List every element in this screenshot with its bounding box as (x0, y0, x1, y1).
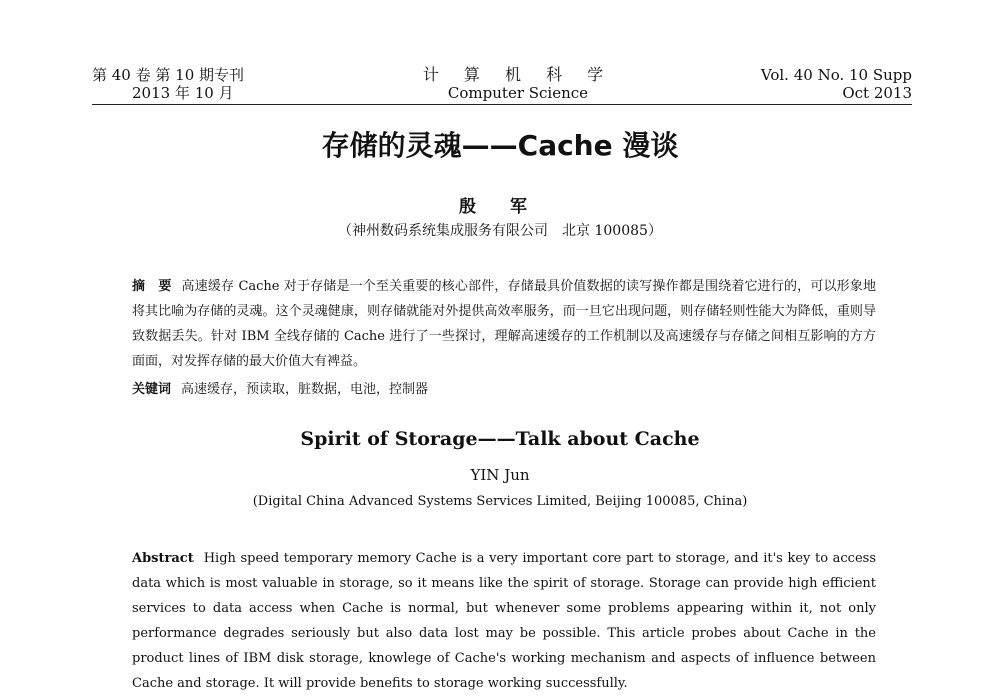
abstract-en-text: High speed temporary memory Cache is a very important core part to storage, and it's key to access data which is most valuable in storage, so it means like the spirit of storage. Storage can provide high efficient services to data access when Cache is normal, but whenever some problems appearing within it, not only performance degrades seriously but also data lost may be possible. This article probes about Cache in the product lines of IBM disk storage, knowlege of Cache's working mechanism and aspects of influence between Cache and storage. It will provide benefits to storage working successfully. (132, 551, 876, 691)
header-journal (400, 66, 636, 102)
header-volume-issue: 第 40 卷 第 10 期专刊 (92, 66, 245, 84)
header-vol-no: Vol. 40 No. 10 Supp (760, 66, 912, 84)
author-name-cn: 殷 军 (459, 197, 541, 217)
abstract-en (132, 546, 876, 696)
keywords-cn (132, 380, 876, 400)
header-date-en: Oct 2013 (842, 84, 912, 102)
abstract-cn (132, 274, 876, 374)
keywords-cn-label: 关键词 (132, 382, 172, 397)
abstract-en-label: Abstract (132, 551, 194, 566)
header-date-cn: 2013 年 10 月 (132, 84, 234, 102)
paper-title-cn: 存储的灵魂——Cache 漫谈 (321, 129, 679, 162)
affiliation-cn: （神州数码系统集成服务有限公司 北京 100085） (338, 223, 662, 239)
author-name-en: YIN Jun (470, 466, 530, 484)
keywords-cn-text: 高速缓存，预读取，脏数据，电池，控制器 (181, 382, 429, 397)
header-rule (92, 104, 912, 105)
journal-name-en: Computer Science (447, 84, 589, 102)
header-volume-en (752, 66, 912, 102)
abstract-cn-text: 高速缓存 Cache 对于存储是一个至关重要的核心部件，存储最具价值数据的读写操作都是围绕着它进行的，可以形象地将其比喻为存储的灵魂。这个灵魂健康，则存储就能对外提供高效率服务，而一旦它出现问题，则存储轻则性能大为降低，重则导致数据丢失。针对 IBM 全线存储的 Cache 进行了一些探讨，理解高速缓存的工作机制以及高速缓存与存储之间相互影响的方方面面，对发挥存储的最大价值大有裨益。 (132, 279, 876, 369)
journal-name-cn: 计 算 机 科 学 (422, 65, 614, 84)
affiliation-en: (Digital China Advanced Systems Services Limited, Beijing 100085, China) (252, 494, 748, 509)
abstract-cn-label: 摘 要 (132, 279, 172, 294)
paper-title-en: Spirit of Storage——Talk about Cache (300, 428, 700, 450)
header-issue (92, 66, 244, 102)
